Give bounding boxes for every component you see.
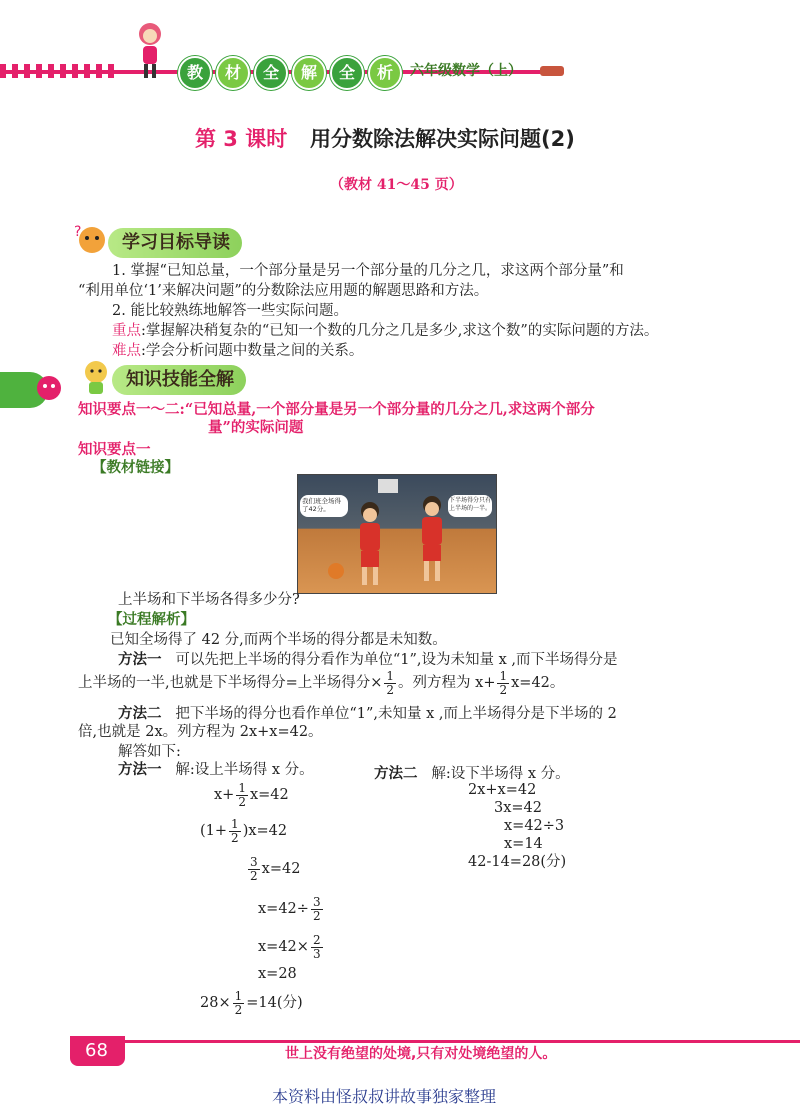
frac-num: 2 <box>312 932 321 947</box>
method-one-text-d: x=42。 <box>511 675 565 691</box>
method-two-line-1 <box>118 704 617 724</box>
footer-motto: 世上没有绝望的处境,只有对处境绝望的人。 <box>285 1046 557 1062</box>
solution-one-label: 方法一 <box>118 761 162 778</box>
header-char-3: 全 <box>254 56 288 90</box>
frac-den: 3 <box>312 946 321 961</box>
frac-num: 1 <box>234 988 243 1003</box>
s1-eq-4a: x=42÷ <box>258 901 309 917</box>
fraction-half <box>384 670 396 697</box>
solution-two-text: 解:设下半场得 x 分。 <box>431 766 570 782</box>
key-points-heading-2: 量”的实际问题 <box>208 419 304 436</box>
frac-num: 1 <box>231 816 239 831</box>
frac-num: 1 <box>238 780 246 795</box>
fox-face-icon <box>34 373 64 403</box>
s2-eq-2: 3x=42 <box>494 800 543 816</box>
method-one-line-2 <box>78 668 564 698</box>
s2-eq-1: 2x+x=42 <box>468 782 537 798</box>
frac-num: 1 <box>499 668 508 683</box>
s1-eq-5 <box>258 932 325 962</box>
frac-num: 1 <box>386 668 395 683</box>
s2-eq-3: x=42÷3 <box>504 818 565 834</box>
method-one-text-c: 。列方程为 x+ <box>398 675 496 691</box>
girl-mascot-icon <box>130 20 170 82</box>
footer-credit: 本资料由怪叔叔讲故事独家整理 <box>272 1087 497 1106</box>
header-char-1: 教 <box>178 56 212 90</box>
svg-text:?: ? <box>74 224 82 240</box>
key-label: 重点 <box>112 323 141 339</box>
analysis-label: 【过程解析】 <box>108 611 195 628</box>
method-two-text-a: 把下半场的得分也看作单位“1”,未知量 x ,而上半场得分是下半场的 2 <box>175 706 617 722</box>
difficulty-label: 难点 <box>112 343 141 359</box>
method-two-label: 方法二 <box>118 705 162 722</box>
key-text: :掌握解决稍复杂的“已知一个数的几分之几是多少,求这个数”的实际问题的方法。 <box>141 323 659 339</box>
frac-den: 2 <box>231 830 239 845</box>
basketball-scene <box>298 475 496 593</box>
fraction-half <box>236 782 248 809</box>
frac-den: 2 <box>386 682 395 697</box>
solution-two-label: 方法二 <box>374 765 418 782</box>
s1-eq-1 <box>214 780 289 810</box>
key-point-one: 知识要点一 <box>78 441 151 458</box>
page-number: 68 <box>85 1040 108 1061</box>
key-points-heading-1: 知识要点一～二:“已知总量,一个部分量是另一个部分量的几分之几,求这两个部分 <box>78 401 595 418</box>
textbook-link: 【教材链接】 <box>92 459 179 476</box>
fraction-three-halves <box>311 896 323 923</box>
solution-one-intro <box>118 760 314 780</box>
known-info: 已知全场得了 42 分,而两个半场的得分都是未知数。 <box>110 632 447 648</box>
s1-eq-3a: x=42 <box>261 861 301 877</box>
s1-eq-2a: (1+ <box>200 823 228 839</box>
pencil-icon <box>540 66 564 76</box>
dog-mascot-icon <box>76 356 116 396</box>
speech-bubble-left: 我们班全场得了42分。 <box>302 497 341 513</box>
lesson-title: 用分数除法解决实际问题(2) <box>310 127 575 151</box>
question: 上半场和下半场各得多少分? <box>118 592 300 608</box>
goal-line-2: “利用单位‘1’来解决问题”的分数除法应用题的解题思路和方法。 <box>78 283 489 299</box>
grade-label: 六年级数学（上） <box>410 63 522 79</box>
difficulty-text: :学会分析问题中数量之间的关系。 <box>141 343 364 359</box>
s1-eq-6: x=28 <box>258 966 297 982</box>
fraction-three-halves <box>248 856 260 883</box>
s1-eq-7 <box>200 988 303 1018</box>
header-char-4: 解 <box>292 56 326 90</box>
frac-num: 3 <box>312 894 321 909</box>
header-char-2: 材 <box>216 56 250 90</box>
answer-intro: 解答如下: <box>118 744 181 760</box>
textbook-pages: （教材 41～45 页） <box>330 177 463 193</box>
fraction-two-thirds <box>311 934 323 961</box>
s1-eq-3 <box>246 854 300 884</box>
header-char-6: 析 <box>368 56 402 90</box>
basketball-illustration <box>297 474 497 594</box>
s1-eq-4 <box>258 894 325 924</box>
lesson-number: 第 3 课时 <box>195 127 288 151</box>
s1-eq-1a: x+ <box>214 787 235 803</box>
method-two-line-2: 倍,也就是 2x。列方程为 2x+x=42。 <box>78 724 323 740</box>
frac-den: 2 <box>238 794 246 809</box>
s1-eq-1b: x=42 <box>249 787 289 803</box>
difficulty-point <box>112 341 363 361</box>
key-point <box>112 321 658 341</box>
frac-den: 2 <box>312 908 321 923</box>
method-one-label: 方法一 <box>118 651 162 668</box>
s1-eq-5a: x=42× <box>258 939 309 955</box>
method-one-text-a: 可以先把上半场的得分看作为单位“1”,设为未知量 x ,而下半场得分是 <box>175 652 618 668</box>
frac-den: 2 <box>234 1002 243 1017</box>
s2-eq-5: 42-14=28(分) <box>468 854 567 870</box>
method-one-text-b: 上半场的一半,也就是下半场得分=上半场得分× <box>78 675 383 691</box>
fraction-half <box>233 990 245 1017</box>
s1-eq-2b: )x=42 <box>242 823 288 839</box>
frac-num: 3 <box>250 854 258 869</box>
solution-one-text: 解:设上半场得 x 分。 <box>175 762 314 778</box>
goal-line-3: 2. 能比较熟练地解答一些实际问题。 <box>112 303 348 319</box>
header-char-5: 全 <box>330 56 364 90</box>
s1-eq-7a: 28× <box>200 995 231 1011</box>
frac-den: 2 <box>499 682 508 697</box>
s1-eq-7b: =14(分) <box>246 995 303 1011</box>
goal-line-1: 1. 掌握“已知总量，一个部分量是另一个部分量的几分之几，求这两个部分量”和 <box>112 263 624 279</box>
s1-eq-2 <box>200 816 287 846</box>
method-one-line-1 <box>118 650 618 670</box>
cat-mascot-icon <box>72 222 112 262</box>
goals-badge: 学习目标导读 <box>108 228 242 258</box>
fraction-half <box>229 818 241 845</box>
frac-den: 2 <box>250 868 258 883</box>
s2-eq-4: x=14 <box>504 836 543 852</box>
fraction-half <box>497 670 509 697</box>
speech-bubble-right: 下半场得分只有上半场的一半。 <box>449 497 492 512</box>
skills-badge: 知识技能全解 <box>112 365 246 395</box>
